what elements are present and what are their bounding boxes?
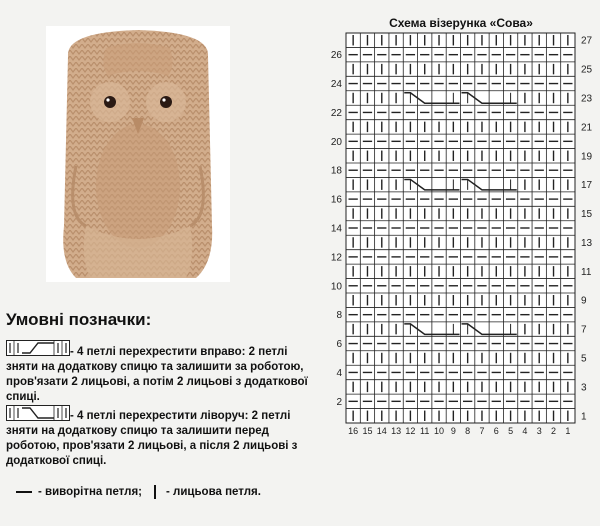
row-label-right: 23 [581,93,593,105]
row-label-right: 27 [581,35,593,47]
purl-description: - виворітна петля; [38,486,143,498]
row-label-left: 26 [330,50,342,62]
row-label-left: 14 [330,223,342,235]
column-label: 4 [522,426,528,436]
row-label-right: 13 [581,237,593,249]
column-label: 5 [508,426,514,436]
knit-symbol [150,483,160,501]
row-label-right: 5 [581,353,587,365]
row-label-right: 25 [581,64,593,76]
row-label-left: 20 [330,136,342,148]
row-label-right: 7 [581,324,587,336]
column-label: 10 [434,426,445,436]
row-label-right: 15 [581,209,593,221]
row-label-left: 8 [336,310,342,322]
column-label: 15 [362,426,373,436]
row-label-right: 19 [581,151,593,163]
chart-title: Схема візерунка «Сова» [389,16,533,30]
row-label-left: 6 [336,339,342,351]
legend-heading: Умовні позначки: [6,310,152,329]
column-label: 13 [391,426,402,436]
column-label: 12 [405,426,416,436]
column-label: 8 [465,426,471,436]
column-label: 9 [450,426,456,436]
cable-right-description: - 4 петлі перехрестити вправо: 2 петлі зняти на додаткову спицю та залишити за роботою, пров'язати 2 лицьові, а потім 2 лицьові з додаткової спиці. [6,346,308,403]
row-label-right: 17 [581,180,593,192]
column-label: 11 [420,426,430,436]
row-label-left: 10 [330,281,342,293]
column-label: 3 [536,426,542,436]
row-label-right: 11 [581,266,592,278]
column-label: 16 [348,426,359,436]
row-label-left: 16 [330,194,342,206]
row-label-right: 21 [581,122,593,134]
row-label-left: 24 [330,79,342,91]
row-label-left: 22 [330,107,342,119]
cable-left-description: - 4 петлі перехрестити ліворуч: 2 петлі зняти на додаткову спицю та залишити перед роботою, пров'язати 2 лицьові, а після 2 лицьові з додаткової спиці. [6,410,298,467]
row-label-left: 18 [330,165,342,177]
row-label-left: 2 [336,396,342,408]
row-label-left: 12 [330,252,342,264]
row-label-right: 1 [581,411,587,423]
column-label: 2 [551,426,557,436]
column-label: 1 [565,426,571,436]
column-label: 14 [376,426,387,436]
row-label-right: 3 [581,382,587,394]
column-label: 6 [493,426,499,436]
row-label-left: 4 [336,367,342,379]
row-label-right: 9 [581,295,587,307]
knit-description: - лицьова петля. [166,486,261,498]
purl-symbol [14,486,34,498]
column-label: 7 [479,426,485,436]
